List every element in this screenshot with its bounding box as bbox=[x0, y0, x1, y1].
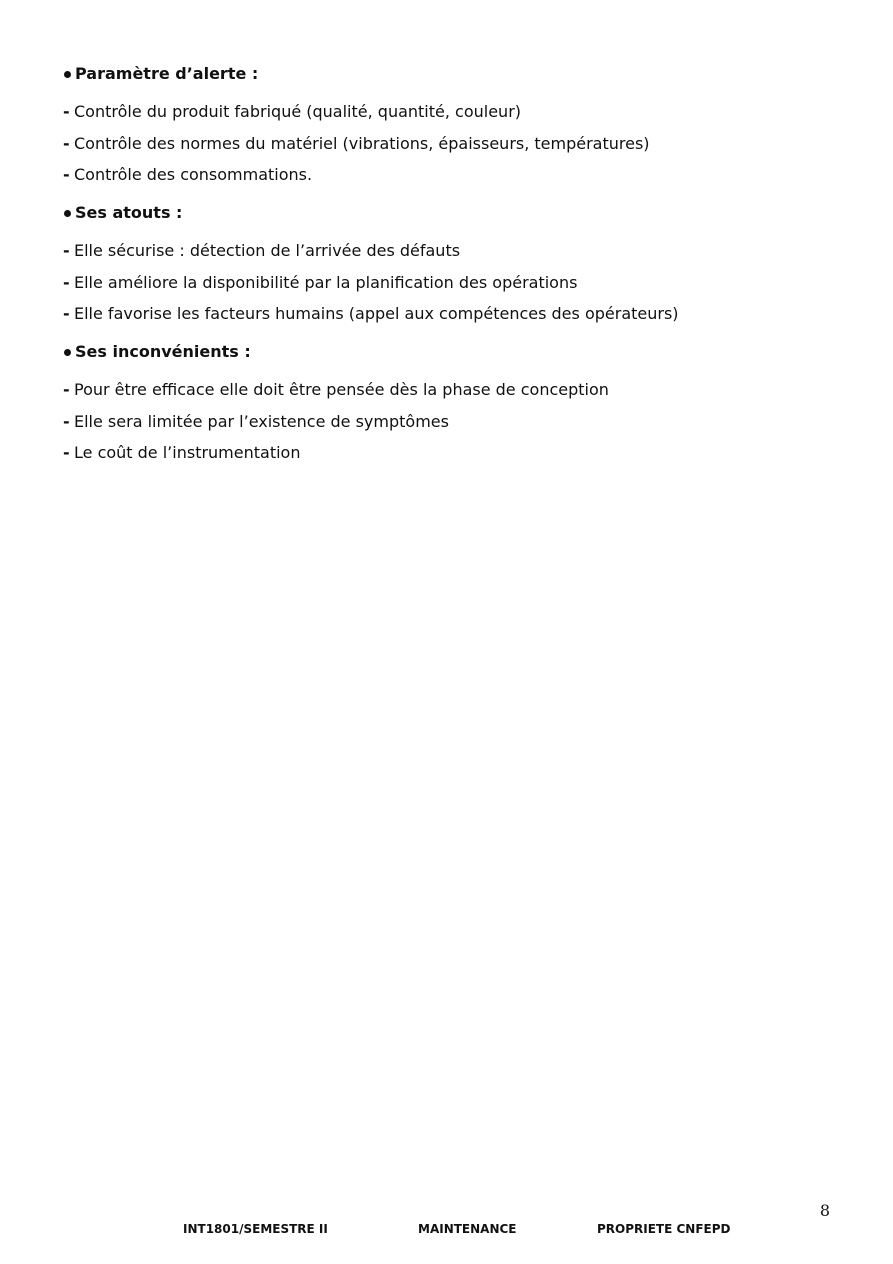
list-item bbox=[63, 132, 843, 156]
page-footer bbox=[0, 1220, 893, 1238]
list-item-text: Elle favorise les facteurs humains (appel aux compétences des opérateurs) bbox=[74, 304, 679, 323]
list-item-text: Elle sera limitée par l’existence de symptômes bbox=[74, 411, 449, 431]
footer-course-code: INT1801/SEMESTRE II bbox=[183, 1222, 328, 1236]
heading-text: Paramètre d’alerte : bbox=[75, 64, 259, 83]
section-heading bbox=[63, 340, 843, 364]
dash-marker: - bbox=[63, 380, 70, 399]
list-item bbox=[63, 163, 843, 187]
list-item-text: Le coût de l’instrumentation bbox=[74, 443, 301, 462]
heading-text: Ses inconvénients : bbox=[75, 342, 251, 361]
dash-marker: - bbox=[63, 165, 70, 184]
bullet-icon bbox=[64, 349, 71, 356]
list-item bbox=[63, 100, 843, 124]
list-item bbox=[63, 302, 843, 326]
bullet-icon bbox=[64, 71, 71, 78]
dash-marker: - bbox=[63, 102, 70, 121]
heading-text: Ses atouts : bbox=[75, 203, 183, 222]
bullet-icon bbox=[64, 210, 71, 217]
list-item bbox=[63, 441, 843, 465]
page-number: 8 bbox=[819, 1201, 830, 1220]
list-item bbox=[63, 239, 843, 263]
footer-ownership: PROPRIETE CNFEPD bbox=[597, 1222, 731, 1236]
section-strengths bbox=[63, 201, 843, 326]
dash-marker: - bbox=[63, 241, 70, 260]
list-item-text: Pour être efficace elle doit être pensée dès la phase de conception bbox=[74, 380, 609, 399]
dash-marker: - bbox=[63, 443, 70, 462]
list-item-text: Elle sécurise : détection de l’arrivée des défauts bbox=[74, 241, 461, 260]
list-item-text: Elle améliore la disponibilité par la planification des opérations bbox=[74, 272, 578, 292]
section-heading bbox=[63, 201, 843, 225]
list-item bbox=[63, 378, 843, 402]
dash-marker: - bbox=[63, 272, 70, 292]
document-body bbox=[63, 62, 843, 479]
dash-marker: - bbox=[63, 411, 70, 431]
footer-subject: MAINTENANCE bbox=[418, 1222, 517, 1236]
section-drawbacks bbox=[63, 340, 843, 465]
dash-marker: - bbox=[63, 304, 70, 323]
list-item-text: Contrôle du produit fabriqué (qualité, quantité, couleur) bbox=[74, 102, 522, 121]
list-item-text: Contrôle des normes du matériel (vibrations, épaisseurs, températures) bbox=[74, 133, 650, 153]
section-heading bbox=[63, 62, 843, 86]
dash-marker: - bbox=[63, 133, 70, 153]
section-alert-parameters bbox=[63, 62, 843, 187]
list-item-text: Contrôle des consommations. bbox=[74, 165, 313, 184]
list-item bbox=[63, 271, 843, 295]
list-item bbox=[63, 410, 843, 434]
